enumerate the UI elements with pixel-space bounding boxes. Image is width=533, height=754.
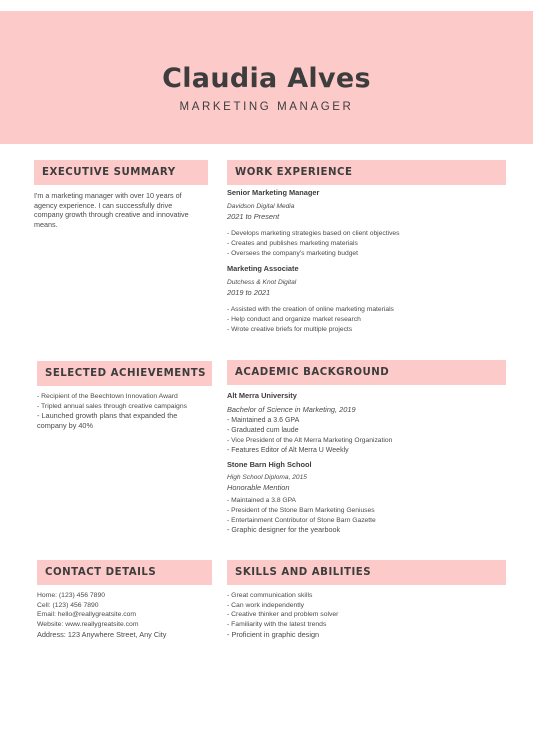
executive-summary-text: [34, 191, 214, 230]
skills-list: [227, 591, 507, 640]
school-bullet: - Maintained a 3.6 GPA: [227, 417, 300, 425]
job-bullet: - Wrote creative briefs for multiple projects: [227, 325, 353, 333]
summary-line: agency experience. I can successfully drive: [34, 200, 173, 210]
skill-item: - Familiarity with the latest trends: [227, 621, 327, 629]
job-bullets: [227, 229, 507, 258]
skill-item: - Proficient in graphic design: [227, 629, 320, 639]
executive-summary-heading: EXECUTIVE SUMMARY: [34, 160, 208, 185]
school-bullets: [227, 496, 507, 535]
candidate-name: Claudia Alves: [162, 63, 371, 94]
job-bullets: [227, 305, 507, 334]
job-title: Senior Marketing Manager: [227, 188, 320, 197]
job-title: Marketing Associate: [227, 264, 299, 273]
school-name: Stone Barn High School: [227, 460, 312, 469]
school-bullet: - Graduated cum laude: [227, 427, 299, 435]
academic-heading: ACADEMIC BACKGROUND: [227, 360, 506, 385]
school-bullet: - Features Editor of Alt Merra U Weekly: [227, 446, 349, 454]
job-company: Davidson Digital Media: [227, 202, 295, 210]
school-bullets: [227, 416, 507, 455]
summary-line: company growth through creative and innovative: [34, 210, 189, 220]
job-bullet: - Develops marketing strategies based on client objectives: [227, 230, 400, 238]
contact-address: Address: 123 Anywhere Street, Any City: [37, 629, 167, 639]
job-entry: [227, 188, 507, 258]
skill-item: - Creative thinker and problem solver: [227, 611, 339, 619]
job-entry: [227, 264, 507, 334]
candidate-title: MARKETING MANAGER: [179, 101, 354, 113]
school-entry: [227, 460, 507, 535]
summary-line: means.: [34, 220, 58, 230]
skill-item: - Great communication skills: [227, 592, 313, 599]
school-degree: High School Diploma, 2015: [227, 473, 307, 481]
achievement-item: - Recipient of the Beechtown Innovation Award: [37, 393, 178, 400]
summary-line: I'm a marketing manager with over 10 years of: [34, 191, 182, 200]
school-honor: Honorable Mention: [227, 483, 290, 493]
job-bullet: - Assisted with the creation of online marketing materials: [227, 306, 394, 314]
job-dates: 2021 to Present: [227, 212, 280, 222]
contact-website: Website: www.reallygreatsite.com: [37, 621, 139, 629]
achievement-item: - Launched growth plans that expanded the: [37, 411, 178, 421]
job-bullet: - Oversees the company's marketing budget: [227, 249, 359, 257]
school-bullet: - Graphic designer for the yearbook: [227, 525, 341, 535]
school-name: Alt Merra University: [227, 391, 297, 400]
achievement-item: - Tripled annual sales through creative campaigns: [37, 402, 187, 410]
school-bullet: - President of the Stone Barn Marketing Geniuses: [227, 506, 375, 514]
skills-heading: SKILLS AND ABILITIES: [227, 560, 506, 585]
school-bullet: - Entertainment Contributor of Stone Barn Gazette: [227, 516, 376, 524]
contact-home: Home: (123) 456 7890: [37, 592, 106, 599]
contact-cell: Cell: (123) 456 7890: [37, 601, 99, 609]
achievement-item: company by 40%: [37, 421, 93, 431]
school-bullet: - Maintained a 3.8 GPA: [227, 497, 297, 505]
job-bullet: - Creates and publishes marketing materials: [227, 239, 358, 247]
job-dates: 2019 to 2021: [227, 288, 271, 298]
achievements-list: [37, 392, 217, 431]
job-company: Dutchess & Knot Digital: [227, 278, 297, 286]
school-degree: Bachelor of Science in Marketing, 2019: [227, 404, 356, 414]
contact-heading: CONTACT DETAILS: [37, 560, 212, 585]
skill-item: - Can work independently: [227, 601, 305, 609]
work-experience-heading: WORK EXPERIENCE: [227, 160, 506, 185]
contact-email: Email: hello@reallygreatsite.com: [37, 611, 137, 619]
school-entry: [227, 391, 507, 455]
school-bullet: - Vice President of the Alt Merra Marketing Organization: [227, 436, 393, 444]
achievements-heading: SELECTED ACHIEVEMENTS: [37, 361, 212, 386]
contact-list: [37, 591, 217, 640]
job-bullet: - Help conduct and organize market research: [227, 315, 361, 323]
